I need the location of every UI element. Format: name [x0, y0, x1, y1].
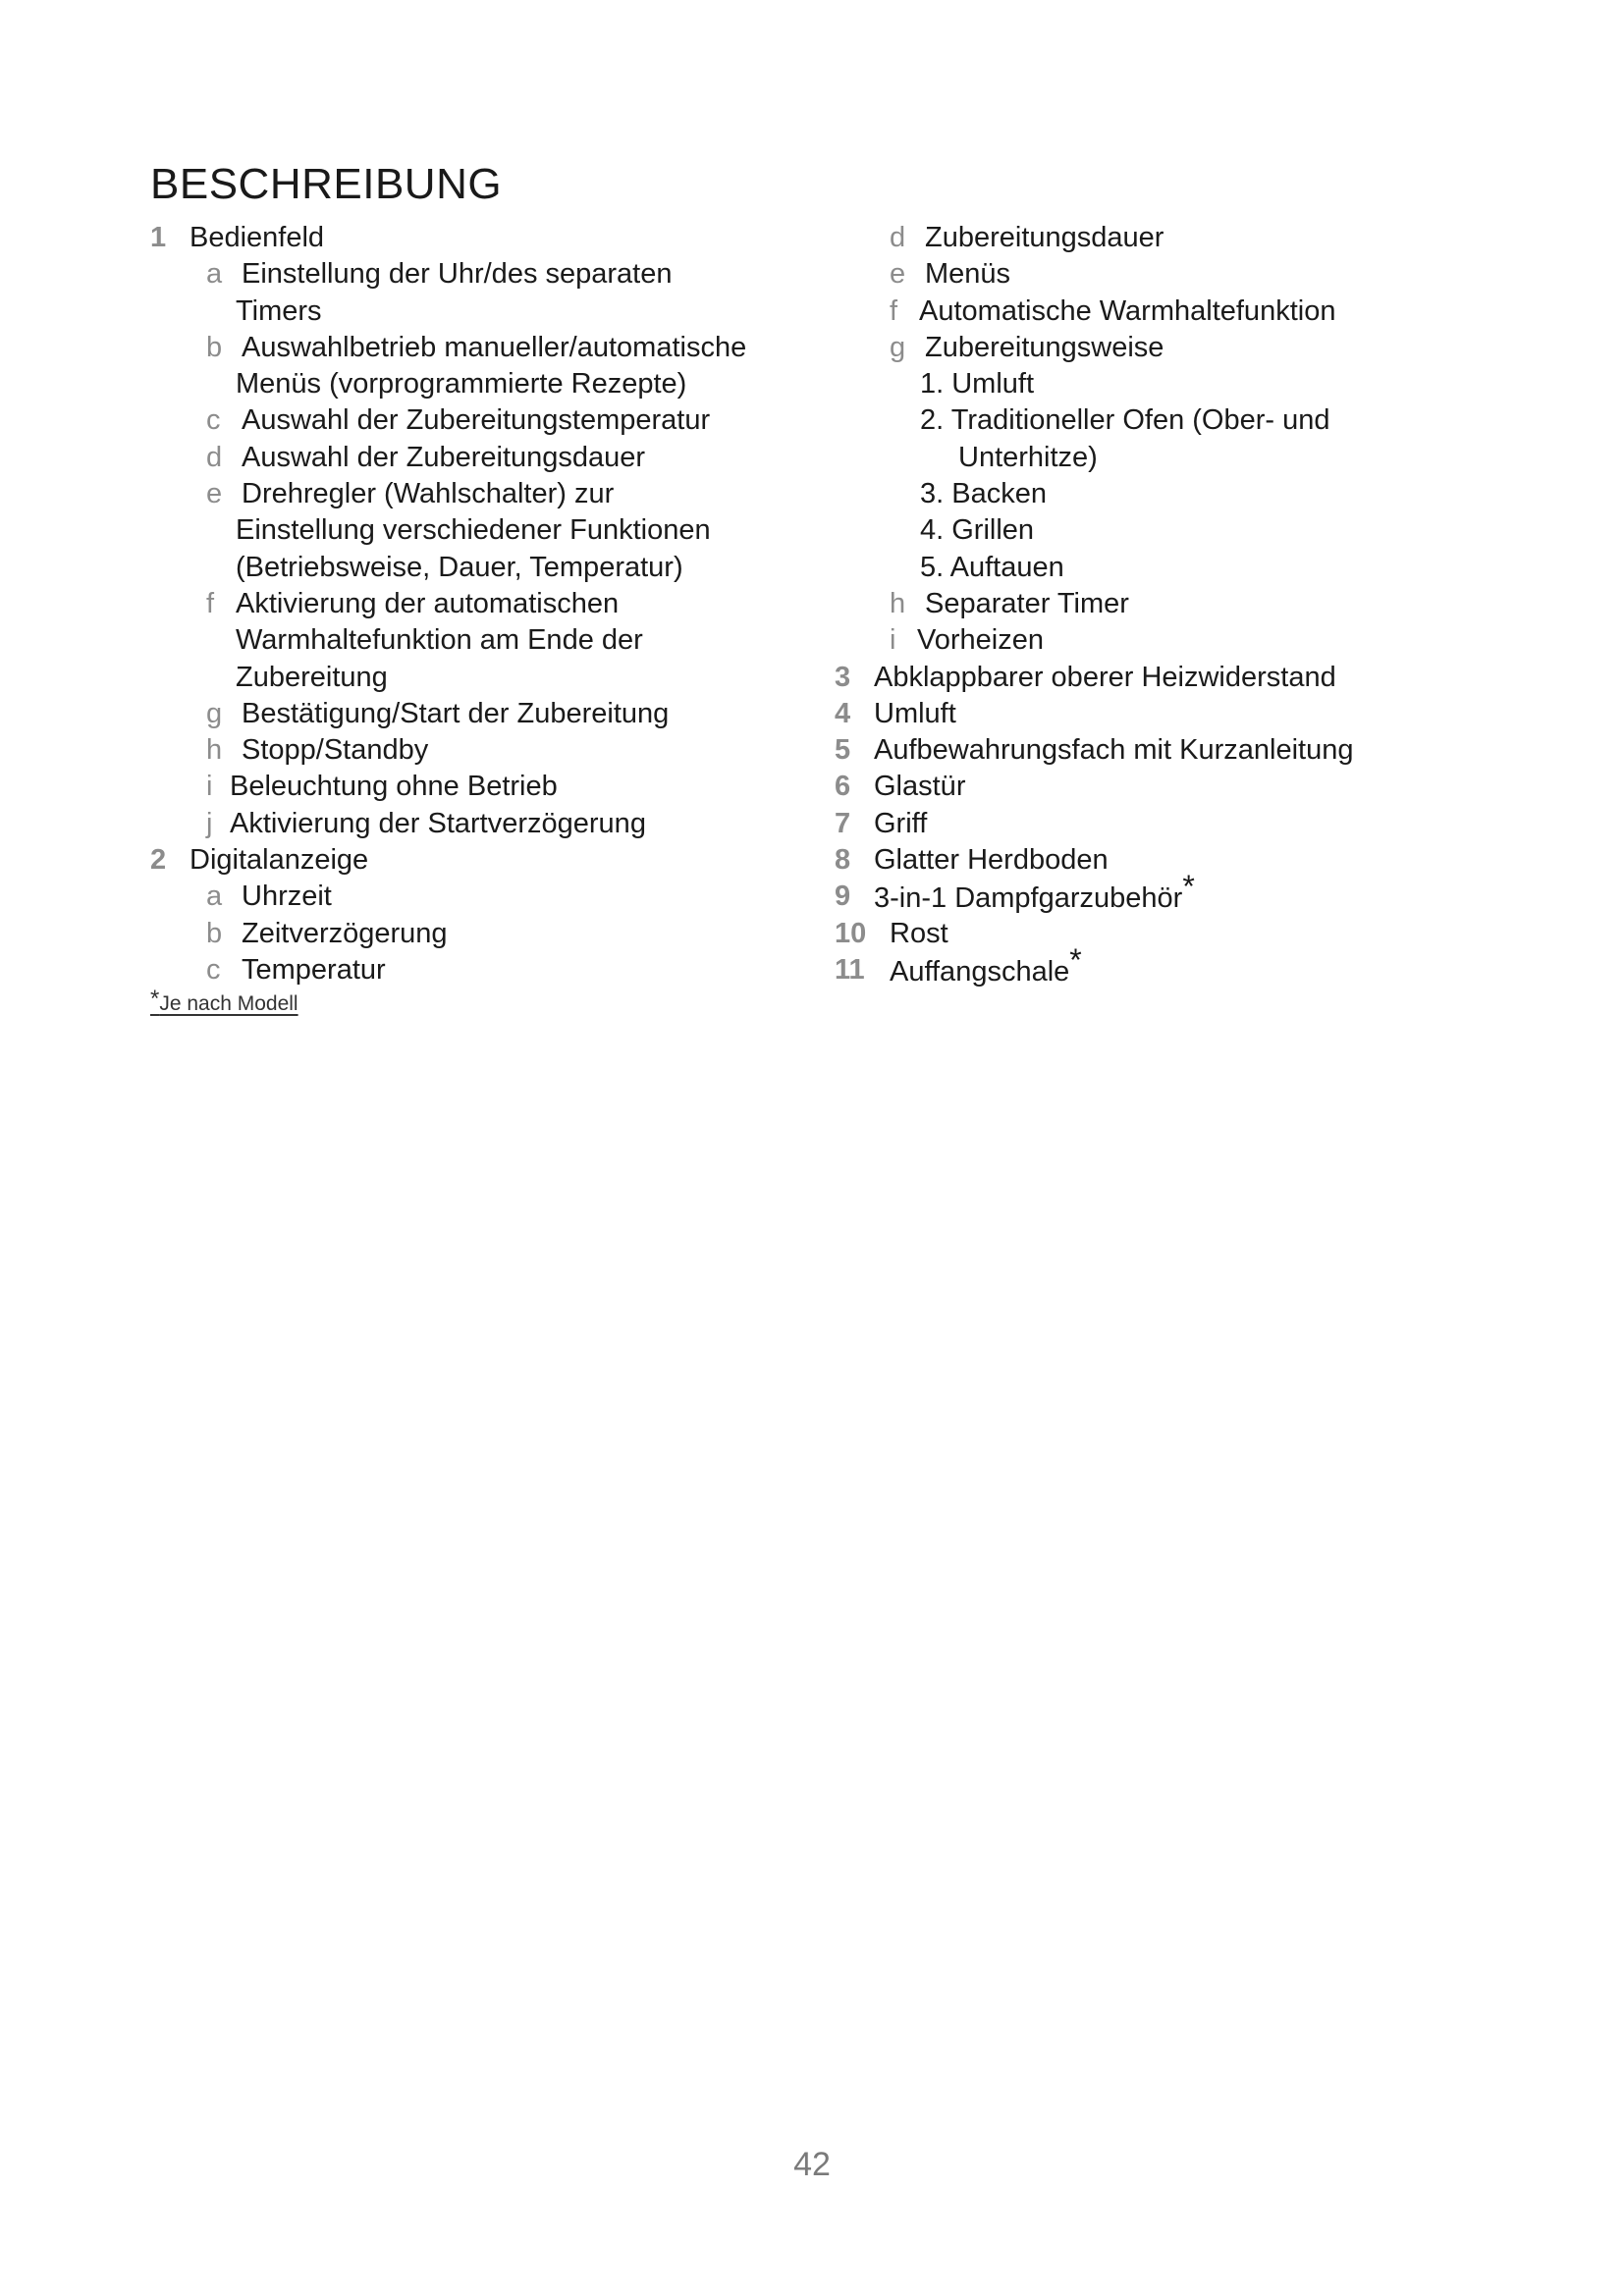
- item-letter: h: [890, 587, 906, 619]
- list-item: h Separater Timer: [835, 586, 1522, 622]
- list-item: c Temperatur: [150, 952, 857, 988]
- footnote-text: Je nach Modell: [159, 992, 298, 1015]
- item-number: 3: [835, 661, 851, 693]
- list-item: 1 Bedienfeld: [150, 220, 857, 256]
- item-number: 9: [835, 881, 851, 913]
- item-letter: f: [206, 587, 215, 619]
- list-item: g Zubereitungsweise: [835, 330, 1522, 366]
- item-number: 5: [835, 734, 851, 767]
- list-item: 7 Griff: [835, 806, 1522, 842]
- item-number: 2: [150, 844, 167, 877]
- list-item: 9 3-in-1 Dampfgarzubehör*: [835, 869, 1195, 915]
- item-number: 8: [835, 844, 851, 877]
- item-letter: g: [206, 697, 223, 729]
- item-number: 10: [835, 917, 867, 949]
- item-number: 11: [835, 953, 865, 986]
- list-item: f Aktivierung der automatischen: [150, 586, 857, 622]
- item-number: 7: [835, 807, 851, 839]
- list-item: b Zeitverzögerung: [150, 916, 857, 952]
- list-item-continuation: Menüs (vorprogrammierte Rezepte): [236, 368, 687, 400]
- sub-list-item: 5. Auftauen: [920, 551, 1064, 583]
- list-item: c Auswahl der Zubereitungstemperatur: [150, 402, 857, 439]
- list-item: 4 Umluft: [835, 696, 1522, 732]
- sub-list-item: 1. Umluft: [920, 368, 1035, 400]
- list-item-continuation: Timers: [236, 294, 322, 327]
- footnote-star: *: [150, 986, 160, 1012]
- item-letter: d: [206, 441, 223, 473]
- page-number: 42: [793, 2146, 831, 2183]
- item-letter: d: [890, 222, 906, 253]
- list-item: 5 Aufbewahrungsfach mit Kurzanleitung: [835, 732, 1522, 769]
- list-item: f Automatische Warmhaltefunktion: [835, 294, 1522, 330]
- sub-list-item: 3. Backen: [920, 478, 1047, 510]
- right-column: [835, 220, 1522, 988]
- sub-list-item: 4. Grillen: [920, 514, 1035, 547]
- asterisk: *: [1069, 941, 1082, 978]
- item-letter: c: [206, 953, 221, 986]
- list-item: d Auswahl der Zubereitungsdauer: [150, 440, 857, 476]
- item-letter: b: [206, 917, 223, 949]
- sub-list-item-continuation: Unterhitze): [958, 441, 1098, 473]
- item-letter: f: [890, 294, 898, 327]
- item-letter: e: [206, 478, 223, 510]
- footnote: [150, 986, 298, 1017]
- list-item: 6 Glastür: [835, 769, 1522, 805]
- item-letter: i: [890, 624, 896, 657]
- list-item: a Einstellung der Uhr/des separaten: [150, 256, 857, 293]
- item-letter: b: [206, 331, 223, 363]
- item-number: 6: [835, 771, 851, 803]
- list-item: e Menüs: [835, 256, 1522, 293]
- list-item: a Uhrzeit: [150, 879, 857, 915]
- list-item: 8 Glatter Herdboden: [835, 842, 1522, 879]
- item-letter: j: [206, 807, 213, 839]
- item-number: 1: [150, 222, 167, 253]
- list-item: e Drehregler (Wahlschalter) zur: [150, 476, 857, 512]
- list-item: 11 Auffangschale*: [835, 941, 1082, 988]
- list-item-continuation: Einstellung verschiedener Funktionen: [236, 514, 711, 547]
- item-letter: h: [206, 734, 223, 767]
- sub-list-item: 2. Traditioneller Ofen (Ober- und: [920, 404, 1330, 437]
- list-item: i Vorheizen: [835, 622, 1522, 659]
- list-item: 3 Abklappbarer oberer Heizwiderstand: [835, 660, 1522, 696]
- list-item: d Zubereitungsdauer: [835, 220, 1522, 256]
- list-item-continuation: (Betriebsweise, Dauer, Temperatur): [236, 551, 683, 583]
- list-item: j Aktivierung der Startverzögerung: [150, 806, 857, 842]
- list-item: i Beleuchtung ohne Betrieb: [150, 769, 857, 805]
- asterisk: *: [1182, 869, 1195, 905]
- item-number: 4: [835, 697, 851, 729]
- list-item: 2 Digitalanzeige: [150, 842, 857, 879]
- left-column: [150, 220, 857, 988]
- item-letter: a: [206, 881, 223, 913]
- list-item-continuation: Zubereitung: [236, 661, 388, 693]
- item-letter: i: [206, 771, 213, 803]
- item-letter: c: [206, 404, 221, 437]
- item-letter: a: [206, 258, 223, 291]
- list-item: b Auswahlbetrieb manueller/automatische: [150, 330, 857, 366]
- list-item-continuation: Warmhaltefunktion am Ende der: [236, 624, 643, 657]
- page-title: BESCHREIBUNG: [150, 160, 503, 208]
- item-letter: e: [890, 258, 906, 291]
- list-item: h Stopp/Standby: [150, 732, 857, 769]
- list-item: g Bestätigung/Start der Zubereitung: [150, 696, 857, 732]
- list-item: 10 Rost: [835, 916, 1522, 952]
- item-letter: g: [890, 331, 906, 363]
